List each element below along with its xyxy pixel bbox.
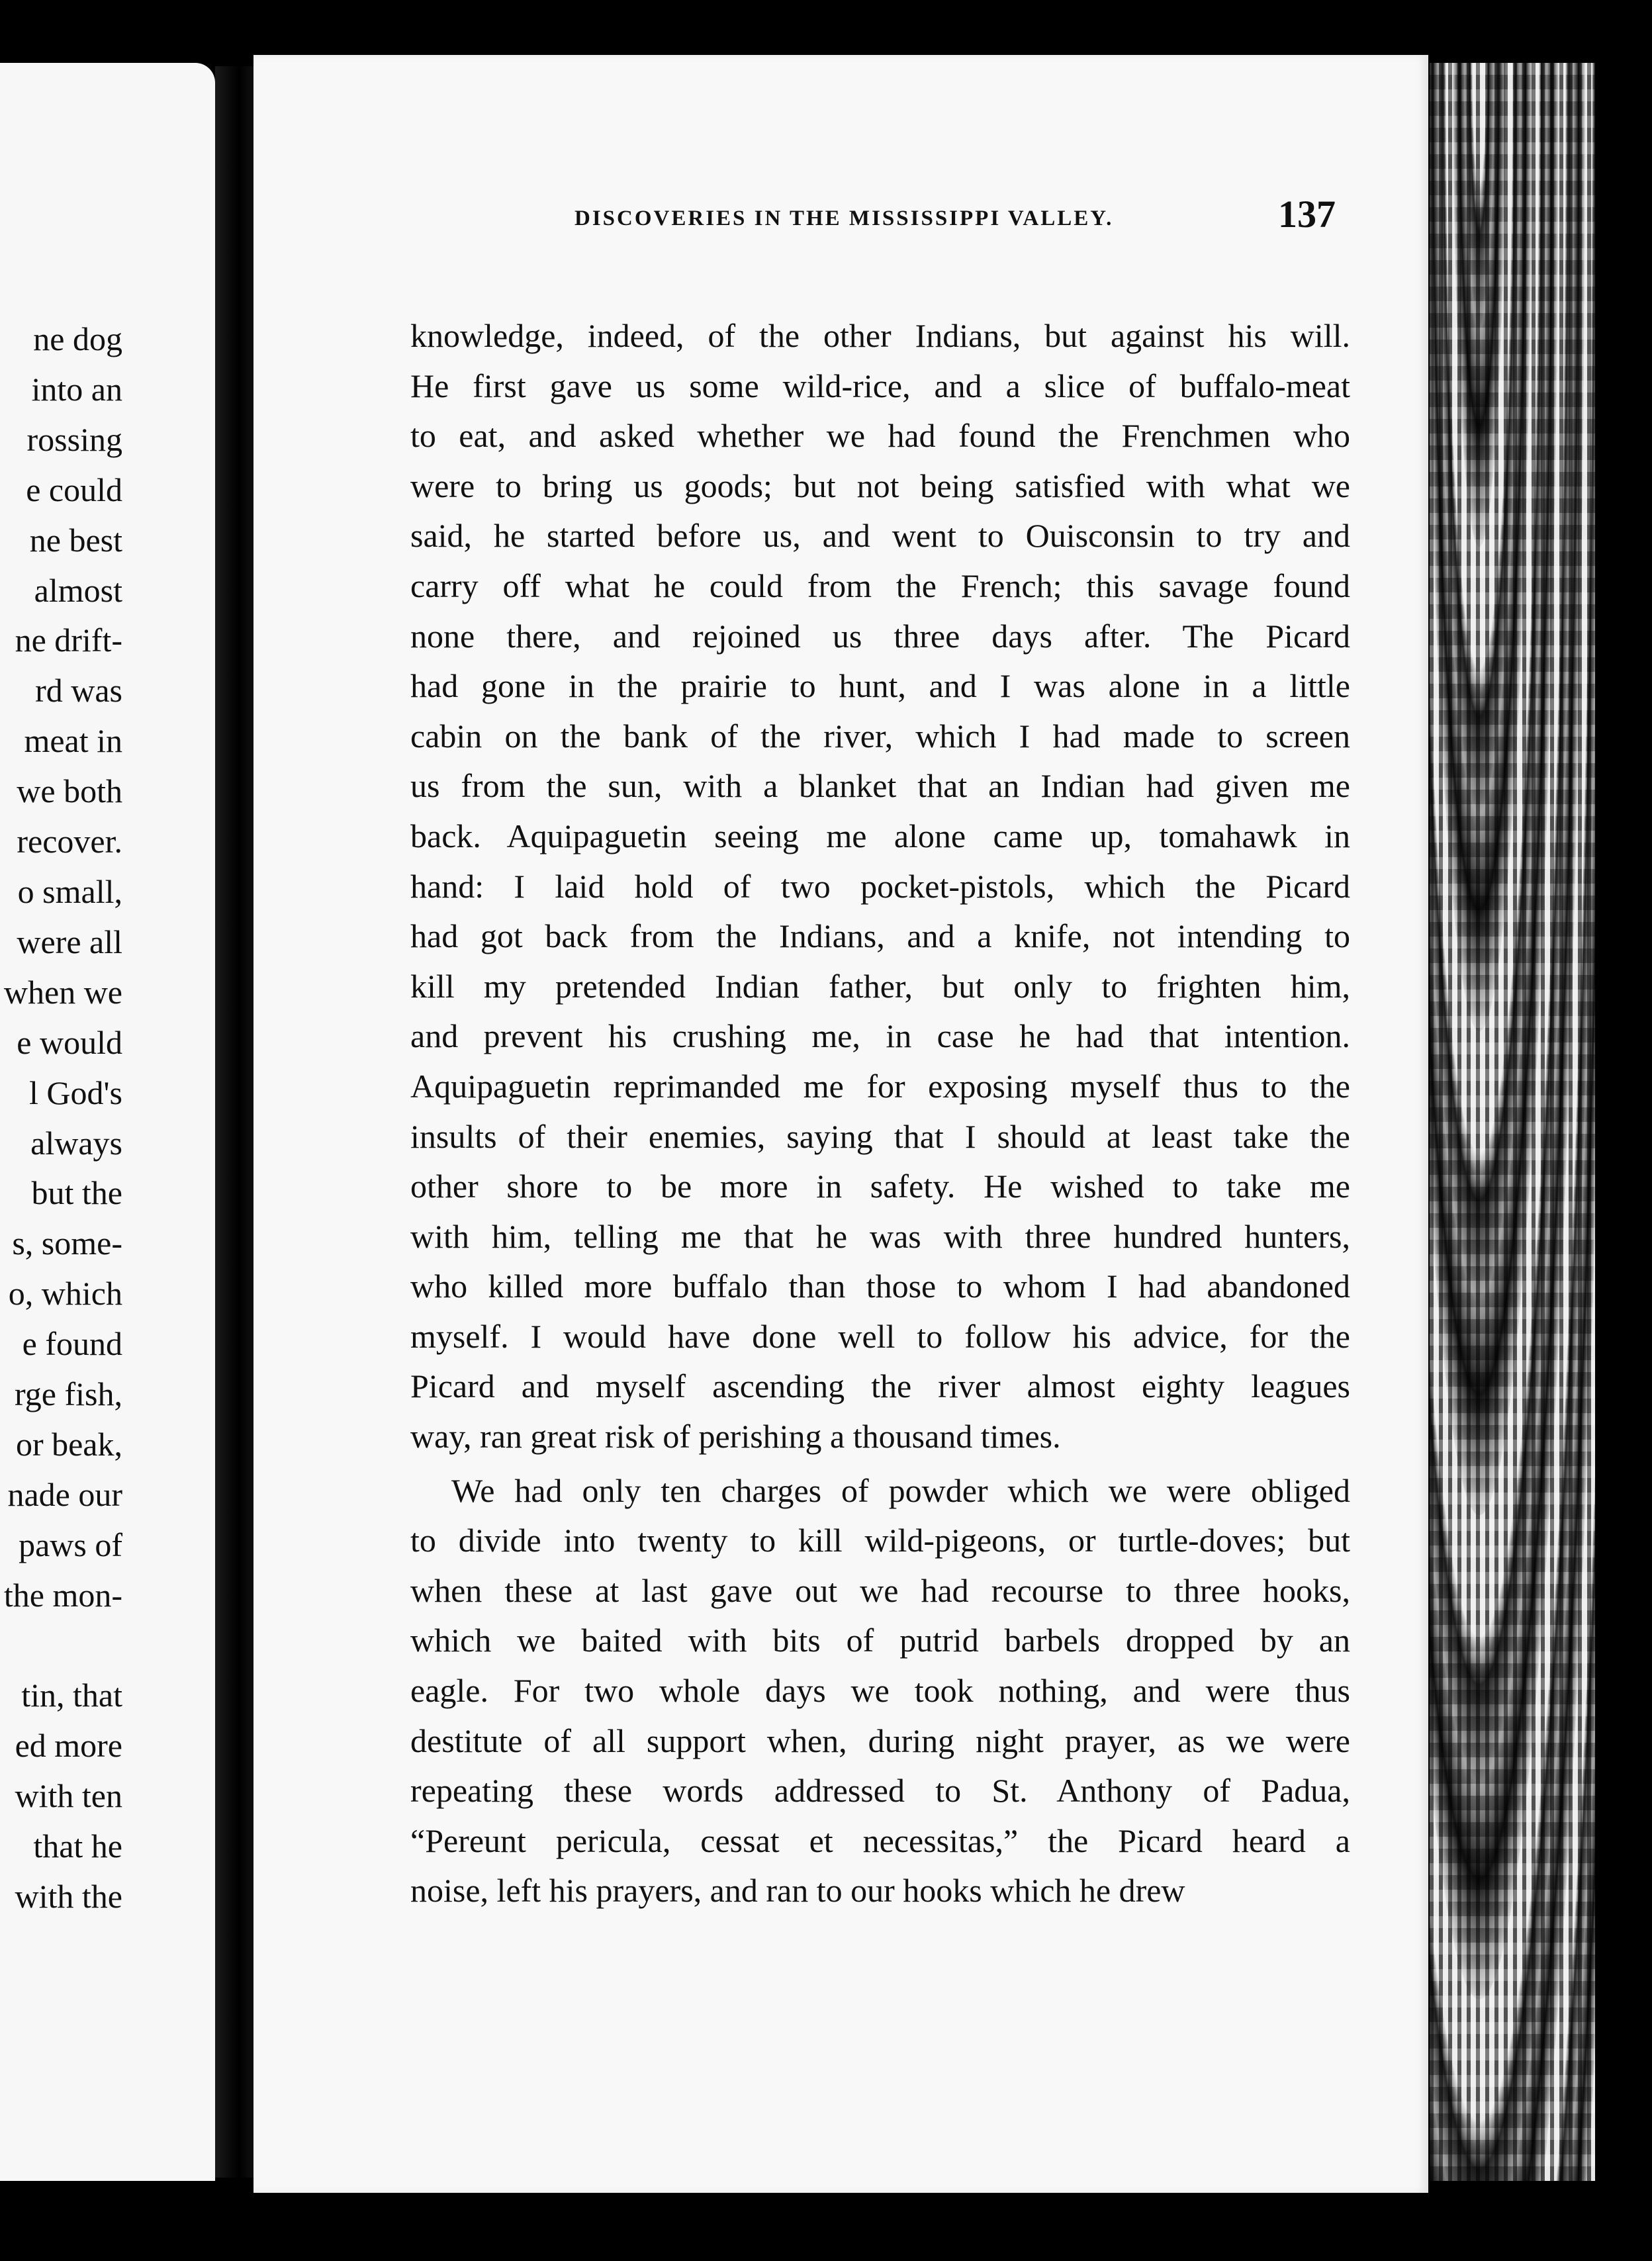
previous-page-line: rossing	[26, 420, 122, 458]
text-line: and prevent his crushing me, in case he had that intention.	[410, 1017, 1350, 1055]
text-line: repeating these words addressed to St. Anthony of Padua,	[410, 1772, 1350, 1810]
previous-page-line: o small,	[17, 872, 122, 910]
previous-page-line: tin, that	[21, 1677, 122, 1714]
page-body-text	[410, 311, 1350, 1916]
text-line: We had only ten charges of powder which we were obliged	[451, 1471, 1350, 1509]
text-line: other shore to be more in safety. He wished to take me	[410, 1168, 1350, 1205]
text-line: carry off what he could from the French; this savage found	[410, 567, 1350, 604]
text-line: eagle. For two whole days we took nothing, and were thus	[410, 1672, 1350, 1710]
previous-page-line	[4, 1621, 122, 1671]
previous-page-line: the mon-	[3, 1576, 122, 1614]
previous-page-line: paws of	[19, 1526, 122, 1563]
text-line: with him, telling me that he was with three hundred hunters,	[410, 1217, 1350, 1255]
text-line: to eat, and asked whether we had found the Frenchmen who	[410, 417, 1350, 455]
text-line: He first gave us some wild-rice, and a slice of buffalo-meat	[410, 367, 1350, 404]
previous-page-line: that he	[33, 1827, 122, 1865]
previous-page-line: rge fish,	[15, 1375, 122, 1413]
previous-page-line: meat in	[24, 722, 122, 760]
previous-page-line: nade our	[7, 1475, 122, 1513]
previous-page-line: l God's	[29, 1074, 122, 1111]
text-line: had gone in the prairie to hunt, and I was alone in a little	[410, 667, 1350, 705]
previous-page-line: o, which	[8, 1275, 122, 1313]
previous-page-line: ed more	[15, 1727, 122, 1765]
text-line: noise, left his prayers, and ran to our hooks which he drew	[410, 1872, 1185, 1910]
previous-page-line: with the	[15, 1878, 122, 1915]
previous-page-line: ne dog	[33, 320, 122, 357]
text-line: back. Aquipaguetin seeing me alone came up, tomahawk in	[410, 817, 1350, 854]
page-number: 137	[1278, 193, 1336, 236]
previous-page-line: s, some-	[12, 1224, 122, 1262]
previous-page-line: were all	[17, 923, 122, 960]
previous-page-line: e could	[26, 471, 122, 508]
running-title: DISCOVERIES IN THE MISSISSIPPI VALLEY.	[574, 207, 1114, 230]
text-line: insults of their enemies, saying that I should at least take the	[410, 1117, 1350, 1155]
previous-page	[0, 63, 215, 2181]
previous-page-line: e found	[22, 1325, 122, 1363]
previous-page-line: rd was	[35, 672, 122, 710]
previous-page-line: almost	[34, 571, 122, 609]
book-gutter	[215, 66, 255, 2178]
text-line: which we baited with bits of putrid barbels dropped by an	[410, 1622, 1350, 1659]
text-line: cabin on the bank of the river, which I had made to screen	[410, 717, 1350, 755]
text-line: were to bring us goods; but not being satisfied with what we	[410, 467, 1350, 504]
text-line: when these at last gave out we had recourse to three hooks,	[410, 1571, 1350, 1609]
text-line: who killed more buffalo than those to whom I had abandoned	[410, 1268, 1350, 1305]
marbled-edge-overlay	[1430, 63, 1595, 2181]
text-line: none there, and rejoined us three days after. The Picard	[410, 617, 1350, 655]
text-line: way, ran great risk of perishing a thousand times.	[410, 1418, 1061, 1455]
previous-page-line: into an	[31, 370, 122, 408]
text-line: to divide into twenty to kill wild-pigeons, or turtle-doves; but	[410, 1522, 1350, 1559]
previous-page-line: or beak,	[15, 1425, 122, 1463]
previous-page-line: ne drift-	[15, 622, 122, 659]
previous-page-text	[4, 314, 122, 1922]
text-line: Aquipaguetin reprimanded me for exposing myself thus to the	[410, 1067, 1350, 1105]
text-line: said, he started before us, and went to Ouisconsin to try and	[410, 517, 1350, 555]
text-line: hand: I laid hold of two pocket-pistols, which the Picard	[410, 867, 1350, 905]
previous-page-line: we both	[17, 772, 122, 810]
text-line: us from the sun, with a blanket that an Indian had given me	[410, 767, 1350, 805]
running-head	[316, 192, 1336, 245]
previous-page-line: recover.	[17, 823, 122, 860]
text-line: destitute of all support when, during night prayer, as we were	[410, 1722, 1350, 1759]
previous-page-line: but the	[31, 1174, 122, 1212]
text-line: had got back from the Indians, and a knife, not intending to	[410, 917, 1350, 955]
previous-page-line: when we	[3, 973, 122, 1011]
text-line: “Pereunt pericula, cessat et necessitas,” the Picard heard a	[410, 1822, 1350, 1859]
text-line: myself. I would have done well to follow his advice, for the	[410, 1317, 1350, 1355]
text-line: kill my pretended Indian father, but only to frighten him,	[410, 967, 1350, 1005]
previous-page-line: e would	[17, 1023, 122, 1061]
previous-page-line: always	[30, 1124, 122, 1162]
previous-page-line: ne best	[29, 521, 122, 559]
text-line: Picard and myself ascending the river almost eighty leagues	[410, 1367, 1350, 1405]
previous-page-line: with ten	[15, 1777, 122, 1815]
text-line: knowledge, indeed, of the other Indians, but against his will.	[410, 317, 1350, 354]
